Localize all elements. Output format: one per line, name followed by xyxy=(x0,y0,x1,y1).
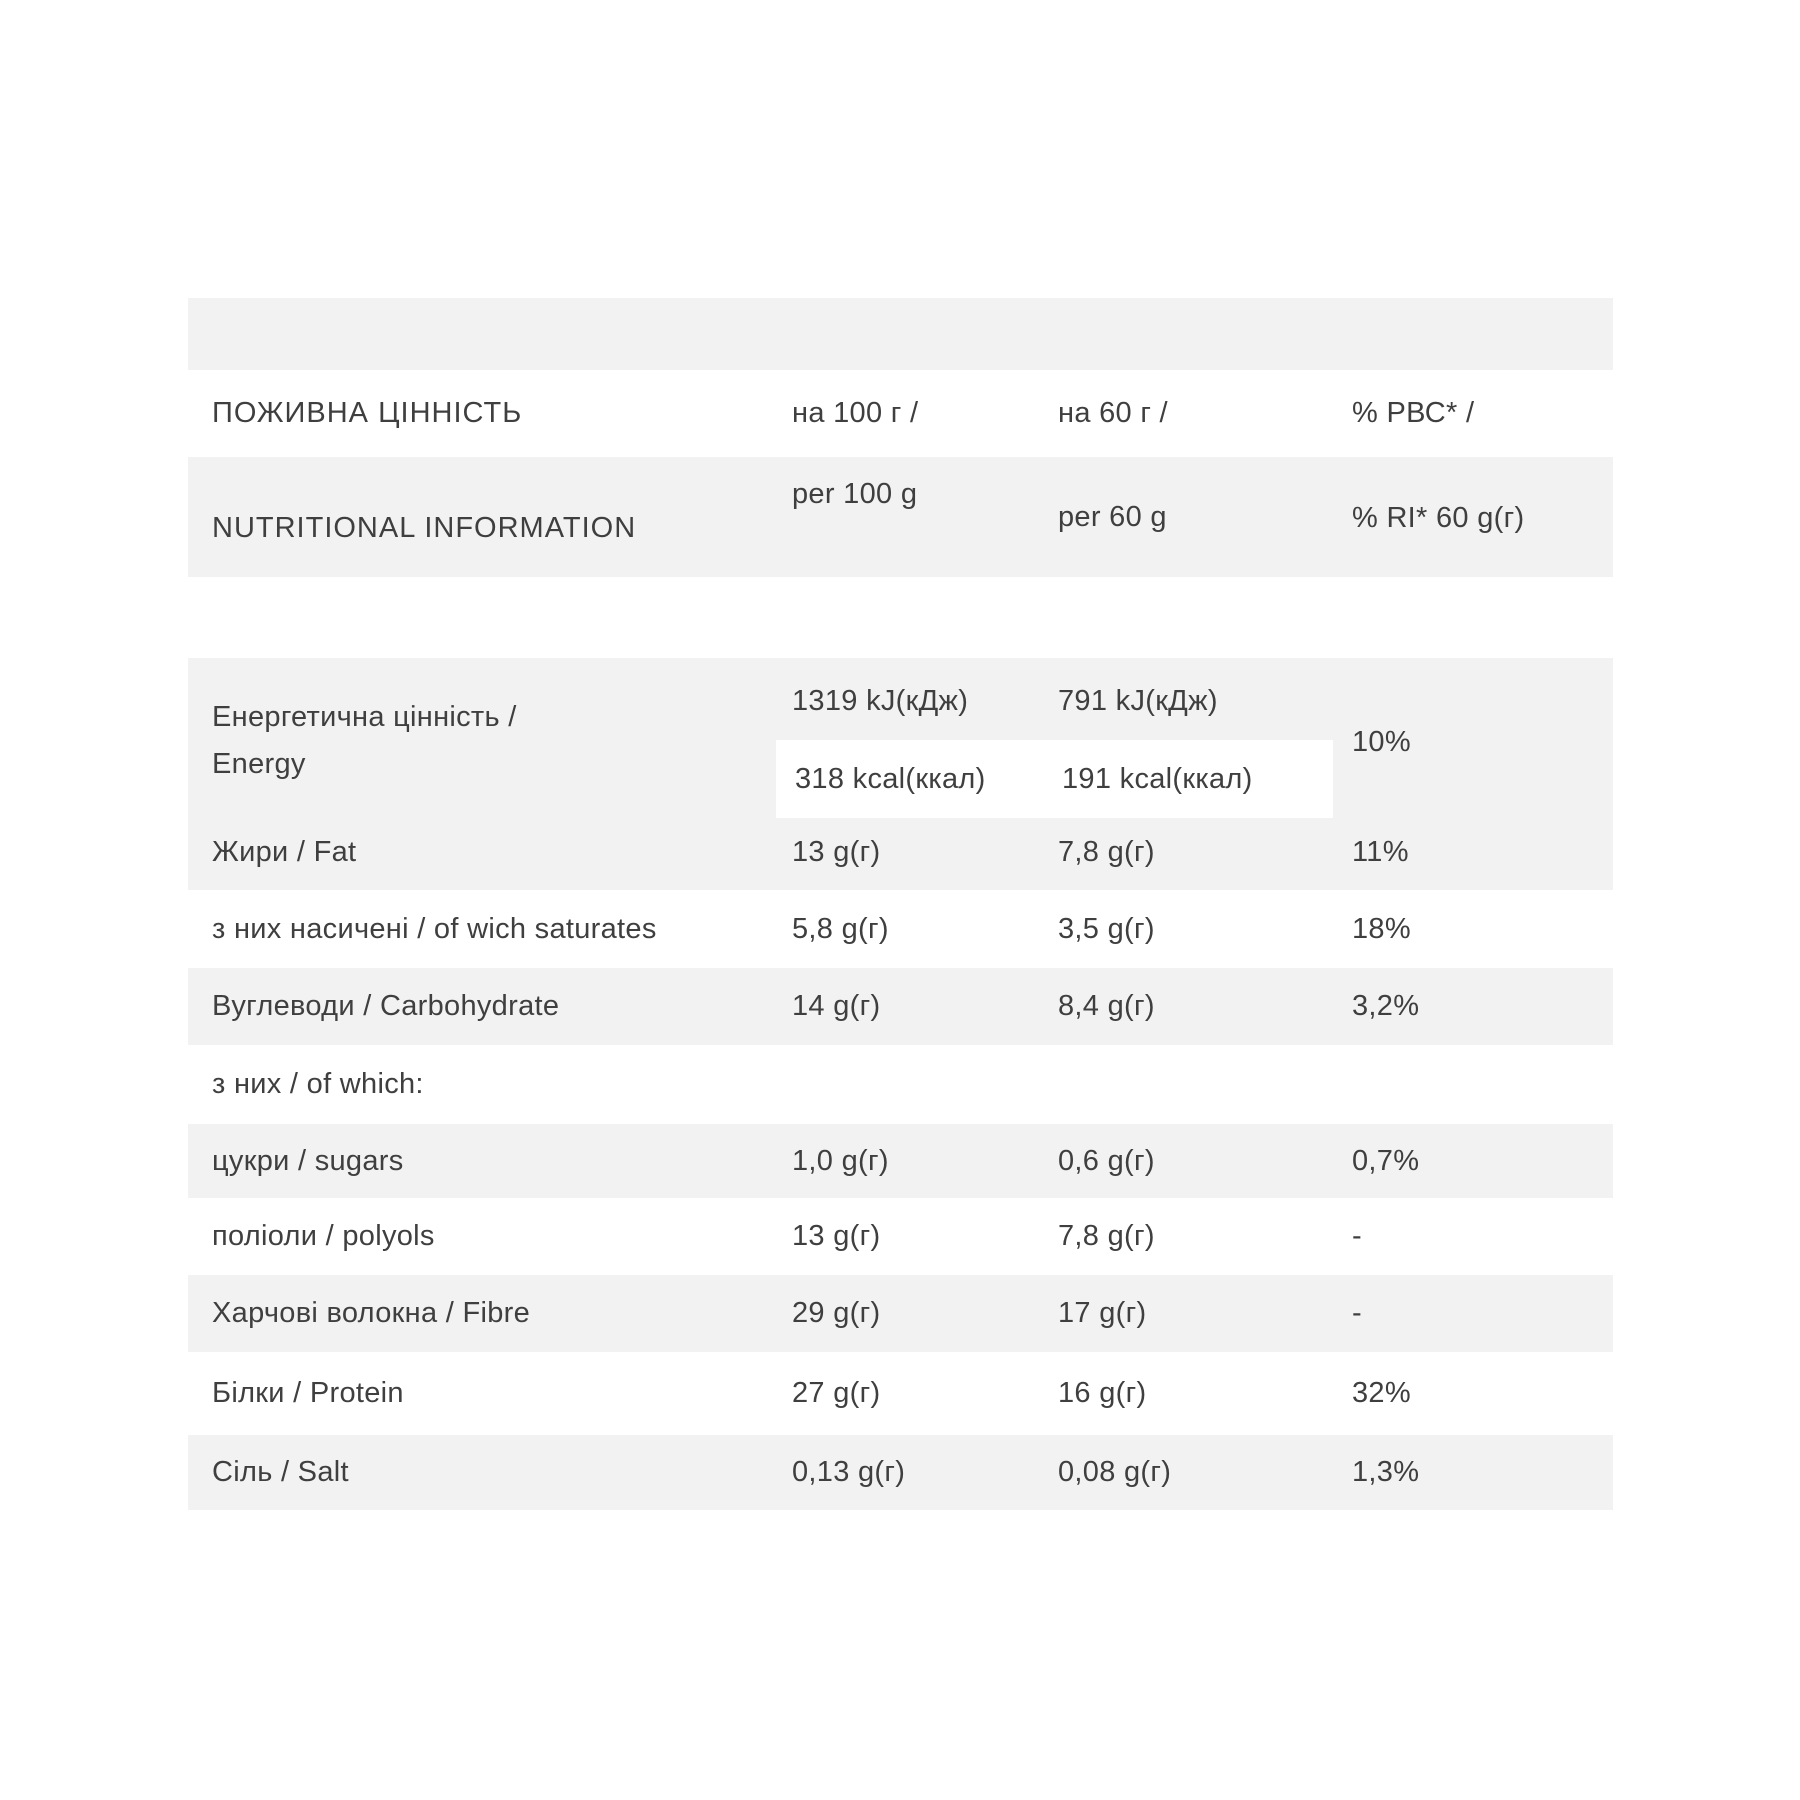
row-value-ri: - xyxy=(1352,1297,1362,1329)
energy-kj-per60: 791 kJ(кДж) xyxy=(1058,685,1218,717)
col-header-rvs: % РВС* / xyxy=(1352,397,1475,429)
header-row-ua xyxy=(188,370,1613,457)
nutrition-table xyxy=(188,298,1613,1510)
row-value-per100: 29 g(г) xyxy=(792,1297,881,1329)
row-label: з них насичені / of wich saturates xyxy=(212,912,657,945)
row-value-per60: 7,8 g(г) xyxy=(1058,1220,1155,1252)
table-row-saturates xyxy=(188,890,1613,968)
fat-ri: 11% xyxy=(1352,836,1409,868)
table-row-carbohydrate xyxy=(188,968,1613,1045)
energy-kj-per100: 1319 kJ(кДж) xyxy=(792,685,969,717)
table-row-sugars xyxy=(188,1124,1613,1198)
energy-kcal-per100: 318 kcal(ккал) xyxy=(795,763,986,795)
row-value-per60: 8,4 g(г) xyxy=(1058,990,1155,1022)
row-value-per100: 27 g(г) xyxy=(792,1377,881,1409)
header-label-ua: ПОЖИВНА ЦІННІСТЬ xyxy=(212,397,523,429)
row-value-per60: 17 g(г) xyxy=(1058,1297,1147,1329)
col-header-per-100g: per 100 g xyxy=(792,478,918,510)
col-header-na-60g: на 60 г / xyxy=(1058,397,1168,429)
row-value-ri: 32% xyxy=(1352,1377,1411,1409)
energy-kcal-highlight-box xyxy=(776,740,1333,818)
row-label: з них / of which: xyxy=(212,1068,424,1100)
row-label: цукри / sugars xyxy=(212,1144,404,1177)
col-header-ri: % RI* 60 g(г) xyxy=(1352,502,1525,534)
row-value-per60: 16 g(г) xyxy=(1058,1377,1147,1409)
energy-row xyxy=(188,658,1613,890)
energy-label-ua: Енергетична цінність / xyxy=(212,701,517,733)
row-label: Білки / Protein xyxy=(212,1377,404,1409)
row-value-per60: 0,6 g(г) xyxy=(1058,1144,1155,1177)
row-label: Харчові волокна / Fibre xyxy=(212,1297,531,1329)
row-value-per60: 0,08 g(г) xyxy=(1058,1456,1172,1488)
row-label: Вуглеводи / Carbohydrate xyxy=(212,990,560,1022)
energy-kcal-per60: 191 kcal(ккал) xyxy=(1062,763,1253,795)
fat-per100: 13 g(г) xyxy=(792,836,881,868)
table-row-protein xyxy=(188,1352,1613,1435)
row-value-ri: 0,7% xyxy=(1352,1144,1420,1177)
row-value-ri: 18% xyxy=(1352,912,1411,945)
fat-per60: 7,8 g(г) xyxy=(1058,836,1155,868)
table-top-band xyxy=(188,298,1613,370)
table-row-of-which xyxy=(188,1045,1613,1124)
row-label: поліоли / polyols xyxy=(212,1220,435,1252)
fat-label: Жири / Fat xyxy=(212,836,357,868)
row-value-per100: 13 g(г) xyxy=(792,1220,881,1252)
header-row-en xyxy=(188,457,1613,577)
table-row-salt xyxy=(188,1435,1613,1510)
row-value-per100: 5,8 g(г) xyxy=(792,912,889,945)
row-value-ri: - xyxy=(1352,1220,1362,1252)
row-value-ri: 1,3% xyxy=(1352,1456,1420,1488)
row-value-per100: 0,13 g(г) xyxy=(792,1456,906,1488)
header-label-en: NUTRITIONAL INFORMATION xyxy=(212,512,637,544)
table-row-polyols xyxy=(188,1198,1613,1275)
row-value-ri: 3,2% xyxy=(1352,990,1420,1022)
energy-ri-value: 10% xyxy=(1352,726,1411,758)
col-header-na-100g: на 100 г / xyxy=(792,397,919,429)
row-value-per100: 1,0 g(г) xyxy=(792,1144,889,1177)
table-row-fibre xyxy=(188,1275,1613,1352)
row-label: Сіль / Salt xyxy=(212,1456,349,1488)
energy-label-en: Energy xyxy=(212,748,306,780)
row-value-per60: 3,5 g(г) xyxy=(1058,912,1155,945)
col-header-per-60g: per 60 g xyxy=(1058,501,1167,533)
row-value-per100: 14 g(г) xyxy=(792,990,881,1022)
table-gap xyxy=(188,577,1613,658)
